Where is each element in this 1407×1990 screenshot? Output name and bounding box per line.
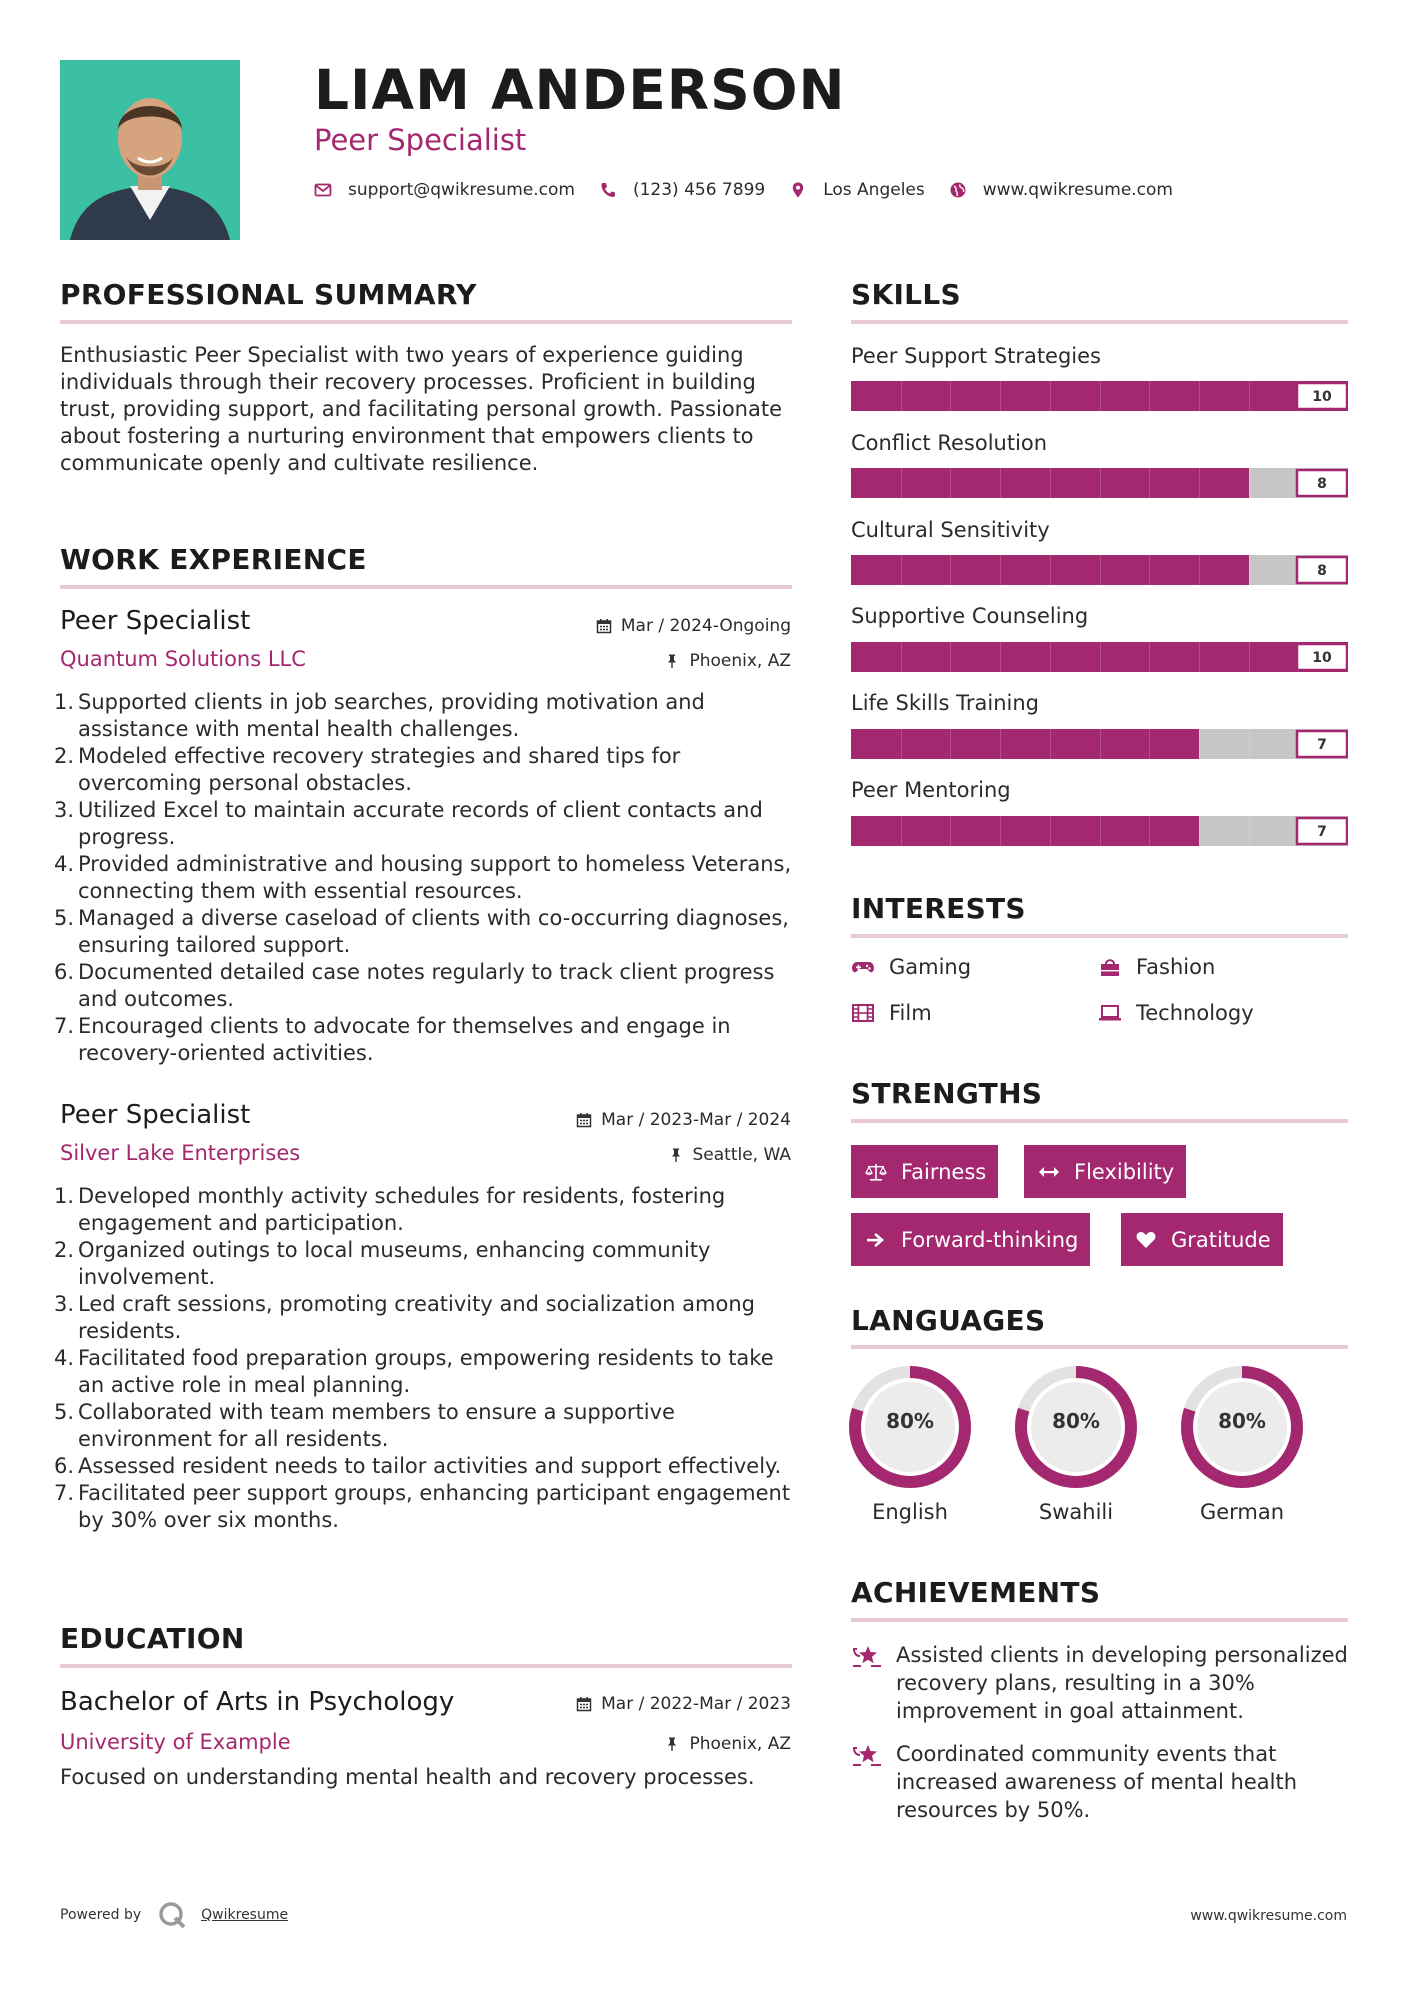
- heart-icon: [1135, 1230, 1157, 1250]
- skill-bar-segment-divider: [1249, 816, 1250, 846]
- achievement-1-text: Assisted clients in developing personalized recovery plans, resulting in a 30% improvement in goal attainment.: [896, 1643, 1348, 1723]
- qwikresume-logo-icon: [157, 1900, 187, 1930]
- skill-bar-segment-divider: [950, 381, 951, 411]
- interests-heading: INTERESTS: [851, 892, 1026, 925]
- skill-bar-segment-divider: [1199, 729, 1200, 759]
- skill-bar-segment-divider: [1000, 555, 1001, 585]
- summary-heading: PROFESSIONAL SUMMARY: [60, 278, 477, 311]
- interest-gaming-label: Gaming: [889, 955, 972, 979]
- skill-bar-segment-divider: [1050, 381, 1051, 411]
- education-description: Focused on understanding mental health and recovery processes.: [60, 1765, 755, 1789]
- strength-flexibility-label: Flexibility: [1074, 1159, 1175, 1184]
- skill-bar-fill: [851, 729, 1199, 759]
- laptop-icon: [1098, 1003, 1122, 1023]
- experience-divider: [60, 585, 792, 589]
- skill-level-value: 7: [1317, 737, 1327, 753]
- skill-bar-segment-divider: [1000, 642, 1001, 672]
- list-item: 7. Encouraged clients to advocate for themselves and engage in recovery-oriented activities.: [54, 1014, 731, 1065]
- skill-bar-graphic: [851, 381, 1348, 411]
- job-2-location: [668, 1145, 792, 1165]
- skill-bar-segment-divider: [1000, 381, 1001, 411]
- language-english-percent: 80%: [886, 1409, 934, 1433]
- footer-powered-by: [60, 1900, 288, 1930]
- list-item: 6. Documented detailed case notes regularly to track client progress and outcomes.: [54, 960, 775, 1011]
- list-item: 1. Developed monthly activity schedules for residents, fostering engagement and participation.: [54, 1184, 726, 1235]
- skill-2-bar: [851, 468, 1348, 498]
- job-1-bullets: [54, 689, 798, 1067]
- list-item: 7. Facilitated peer support groups, enhancing participant engagement by 30% over six months.: [54, 1481, 791, 1532]
- skill-1-label: Peer Support Strategies: [851, 344, 1102, 368]
- interest-fashion: [1098, 955, 1215, 979]
- skill-bar-segment-divider: [950, 729, 951, 759]
- skill-bar-segment-divider: [1149, 642, 1150, 672]
- skill-bar-segment-divider: [1000, 816, 1001, 846]
- film-icon: [851, 1003, 875, 1023]
- list-item: 3. Led craft sessions, promoting creativity and socialization among residents.: [54, 1292, 755, 1343]
- summary-text: Enthusiastic Peer Specialist with two years of experience guiding individuals through their recovery processes. Proficient in building trust, providing support, and facilitating personal growth. Passionate about fostering a nurturing environment that empowers clients to communicate openly and cultivate resilience.: [60, 343, 783, 475]
- skill-2-label: Conflict Resolution: [851, 431, 1048, 455]
- contact-bar: [314, 180, 1197, 200]
- skill-bar-graphic: [851, 555, 1348, 585]
- list-item: 5. Managed a diverse caseload of clients with co-occurring diagnoses, ensuring tailored support.: [54, 906, 789, 957]
- list-item: 5. Collaborated with team members to ensure a supportive environment for all residents.: [54, 1400, 675, 1451]
- skill-bar-segment-divider: [901, 381, 902, 411]
- skill-5-bar: [851, 729, 1348, 759]
- language-german: [1179, 1364, 1305, 1524]
- contact-location: [789, 180, 925, 200]
- education-degree: Bachelor of Arts in Psychology: [60, 1687, 455, 1717]
- skill-bar-segment-divider: [1100, 381, 1101, 411]
- strength-badge-forward-thinking: [851, 1213, 1090, 1266]
- strength-badge-gratitude: [1121, 1213, 1283, 1266]
- candidate-title: Peer Specialist: [314, 123, 527, 157]
- strength-forward-thinking-label: Forward-thinking: [901, 1227, 1079, 1252]
- contact-phone[interactable]: [599, 180, 765, 200]
- skill-bar-segment-divider: [1149, 468, 1150, 498]
- skill-bar-graphic: [851, 468, 1348, 498]
- achievement-item-2: [851, 1740, 1351, 1824]
- strength-gratitude-label: Gratitude: [1171, 1227, 1271, 1252]
- achievements-heading: ACHIEVEMENTS: [851, 1576, 1101, 1609]
- skill-bar-segment-divider: [1000, 468, 1001, 498]
- skill-bar-segment-divider: [901, 729, 902, 759]
- pushpin-icon: [664, 653, 680, 669]
- job-2-title: Peer Specialist: [60, 1100, 251, 1130]
- skill-level-value: 8: [1317, 476, 1327, 492]
- contact-email-text: support@qwikresume.com: [348, 180, 575, 200]
- skill-5-label: Life Skills Training: [851, 691, 1039, 715]
- skill-6-bar: [851, 816, 1348, 846]
- job-2-company: Silver Lake Enterprises: [60, 1141, 301, 1165]
- skill-bar-segment-divider: [1050, 816, 1051, 846]
- calendar-icon: [596, 618, 612, 634]
- qwikresume-link[interactable]: Qwikresume: [201, 1907, 289, 1923]
- strength-badge-fairness: [851, 1145, 998, 1198]
- skill-bar-segment-divider: [1149, 555, 1150, 585]
- list-item: 4. Facilitated food preparation groups, empowering residents to take an active role in meal planning.: [54, 1346, 774, 1397]
- arrows-horizontal-icon: [1038, 1162, 1060, 1182]
- skill-bar-segment-divider: [1149, 381, 1150, 411]
- skill-bar-segment-divider: [1199, 381, 1200, 411]
- skill-level-value: 10: [1312, 389, 1332, 405]
- pushpin-icon: [668, 1147, 684, 1163]
- list-item: 3. Utilized Excel to maintain accurate records of client contacts and progress.: [54, 798, 763, 849]
- interest-film: [851, 1001, 932, 1025]
- skill-bar-segment-divider: [1050, 468, 1051, 498]
- job-1-dates: [596, 616, 791, 636]
- skill-bar-segment-divider: [1199, 642, 1200, 672]
- interests-divider: [851, 934, 1348, 938]
- skill-bar-segment-divider: [1249, 555, 1250, 585]
- star-trophy-icon: [851, 1742, 883, 1770]
- interest-gaming: [851, 955, 971, 979]
- list-item: 6. Assessed resident needs to tailor activities and support effectively.: [54, 1454, 782, 1478]
- skill-bar-segment-divider: [1100, 816, 1101, 846]
- job-2-dates-text: Mar / 2023-Mar / 2024: [601, 1110, 791, 1130]
- envelope-icon: [314, 181, 332, 199]
- skill-bar-segment-divider: [1000, 729, 1001, 759]
- interest-fashion-label: Fashion: [1136, 955, 1216, 979]
- language-swahili-percent: 80%: [1052, 1409, 1100, 1433]
- summary-divider: [60, 320, 792, 324]
- language-swahili-name: Swahili: [1038, 1500, 1114, 1524]
- list-item: 1. Supported clients in job searches, providing motivation and assistance with mental health challenges.: [54, 690, 705, 741]
- skill-bar-segment-divider: [1100, 468, 1101, 498]
- skill-bar-segment-divider: [1199, 555, 1200, 585]
- job-1-location-text: Phoenix, AZ: [689, 651, 791, 671]
- skill-3-label: Cultural Sensitivity: [851, 518, 1050, 542]
- skill-level-value: 10: [1312, 650, 1332, 666]
- contact-phone-text: (123) 456 7899: [632, 180, 766, 200]
- phone-icon: [599, 181, 617, 199]
- skill-bar-segment-divider: [950, 816, 951, 846]
- skill-bar-segment-divider: [950, 468, 951, 498]
- achievement-item-1: [851, 1641, 1351, 1725]
- skill-bar-segment-divider: [1249, 729, 1250, 759]
- job-1-dates-text: Mar / 2024-Ongoing: [620, 616, 791, 636]
- globe-icon: [949, 181, 967, 199]
- pushpin-icon: [664, 1736, 680, 1752]
- languages-divider: [851, 1345, 1348, 1349]
- job-2-dates: [576, 1110, 791, 1130]
- skill-bar-segment-divider: [1100, 555, 1101, 585]
- skill-bar-segment-divider: [1249, 642, 1250, 672]
- skills-divider: [851, 320, 1348, 324]
- skill-bar-segment-divider: [901, 642, 902, 672]
- skill-bar-segment-divider: [1149, 816, 1150, 846]
- skill-bar-segment-divider: [1050, 729, 1051, 759]
- skill-1-bar: [851, 381, 1348, 411]
- arrow-right-icon: [865, 1230, 887, 1250]
- skill-bar-graphic: [851, 816, 1348, 846]
- job-1-title: Peer Specialist: [60, 606, 251, 636]
- candidate-name: LIAM ANDERSON: [314, 58, 846, 122]
- list-item: 2. Organized outings to local museums, enhancing community involvement.: [54, 1238, 711, 1289]
- skill-bar-fill: [851, 381, 1348, 411]
- skill-bar-segment-divider: [1199, 816, 1200, 846]
- skills-heading: SKILLS: [851, 278, 961, 311]
- skill-bar-graphic: [851, 642, 1348, 672]
- skill-bar-segment-divider: [1249, 381, 1250, 411]
- skill-6-label: Peer Mentoring: [851, 778, 1011, 802]
- skill-bar-graphic: [851, 729, 1348, 759]
- job-1-location: [664, 651, 791, 671]
- shopping-bag-icon: [1098, 957, 1122, 977]
- skill-bar-segment-divider: [950, 555, 951, 585]
- skill-bar-segment-divider: [950, 642, 951, 672]
- education-dates: [576, 1694, 791, 1714]
- skill-4-bar: [851, 642, 1348, 672]
- strength-badge-flexibility: [1024, 1145, 1186, 1198]
- location-pin-icon: [789, 181, 807, 199]
- skill-bar-segment-divider: [901, 468, 902, 498]
- education-heading: EDUCATION: [60, 1622, 245, 1655]
- skill-bar-fill: [851, 642, 1348, 672]
- job-2-location-text: Seattle, WA: [692, 1145, 791, 1165]
- calendar-icon: [576, 1112, 592, 1128]
- contact-website-text: www.qwikresume.com: [982, 180, 1173, 200]
- language-english-name: English: [872, 1500, 948, 1524]
- strength-fairness-label: Fairness: [901, 1159, 987, 1184]
- gamepad-icon: [851, 957, 875, 977]
- job-2-bullets: [54, 1183, 798, 1534]
- education-location-text: Phoenix, AZ: [689, 1734, 791, 1754]
- language-swahili: [1013, 1364, 1139, 1524]
- education-dates-text: Mar / 2022-Mar / 2023: [601, 1694, 791, 1714]
- strengths-divider: [851, 1119, 1348, 1123]
- language-german-name: German: [1199, 1500, 1285, 1524]
- star-trophy-icon: [851, 1643, 883, 1671]
- job-1-company: Quantum Solutions LLC: [60, 647, 306, 671]
- education-school: University of Example: [60, 1730, 291, 1754]
- profile-photo: [60, 60, 240, 240]
- experience-heading: WORK EXPERIENCE: [60, 543, 367, 576]
- achievement-2-text: Coordinated community events that increased awareness of mental health resources by 50%.: [896, 1742, 1297, 1822]
- achievements-divider: [851, 1618, 1348, 1622]
- interest-film-label: Film: [889, 1001, 932, 1025]
- contact-location-text: Los Angeles: [823, 180, 925, 200]
- calendar-icon: [576, 1696, 592, 1712]
- skill-bar-segment-divider: [1050, 642, 1051, 672]
- skill-bar-segment-divider: [1100, 642, 1101, 672]
- skill-bar-fill: [851, 816, 1199, 846]
- skill-bar-segment-divider: [901, 816, 902, 846]
- education-location: [664, 1734, 791, 1754]
- strengths-heading: STRENGTHS: [851, 1077, 1043, 1110]
- skill-4-label: Supportive Counseling: [851, 604, 1089, 628]
- skill-bar-segment-divider: [901, 555, 902, 585]
- interest-technology-label: Technology: [1136, 1001, 1254, 1025]
- language-english: [847, 1364, 973, 1524]
- language-german-percent: 80%: [1218, 1409, 1266, 1433]
- list-item: 4. Provided administrative and housing support to homeless Veterans, connecting them with essential resources.: [54, 852, 792, 903]
- skill-bar-segment-divider: [1249, 468, 1250, 498]
- footer-url[interactable]: www.qwikresume.com: [1190, 1908, 1347, 1924]
- skill-3-bar: [851, 555, 1348, 585]
- contact-website[interactable]: [949, 180, 1173, 200]
- skill-level-value: 8: [1317, 563, 1327, 579]
- education-divider: [60, 1664, 792, 1668]
- list-item: 2. Modeled effective recovery strategies and shared tips for overcoming personal obstacles.: [54, 744, 681, 795]
- skill-bar-segment-divider: [1149, 729, 1150, 759]
- skill-bar-segment-divider: [1050, 555, 1051, 585]
- balance-scale-icon: [865, 1162, 887, 1182]
- interest-technology: [1098, 1001, 1254, 1025]
- skill-level-value: 7: [1317, 824, 1327, 840]
- contact-email[interactable]: [314, 180, 575, 200]
- skill-bar-segment-divider: [1100, 729, 1101, 759]
- languages-heading: LANGUAGES: [851, 1304, 1046, 1337]
- powered-by-label: Powered by: [60, 1907, 142, 1923]
- skill-bar-segment-divider: [1199, 468, 1200, 498]
